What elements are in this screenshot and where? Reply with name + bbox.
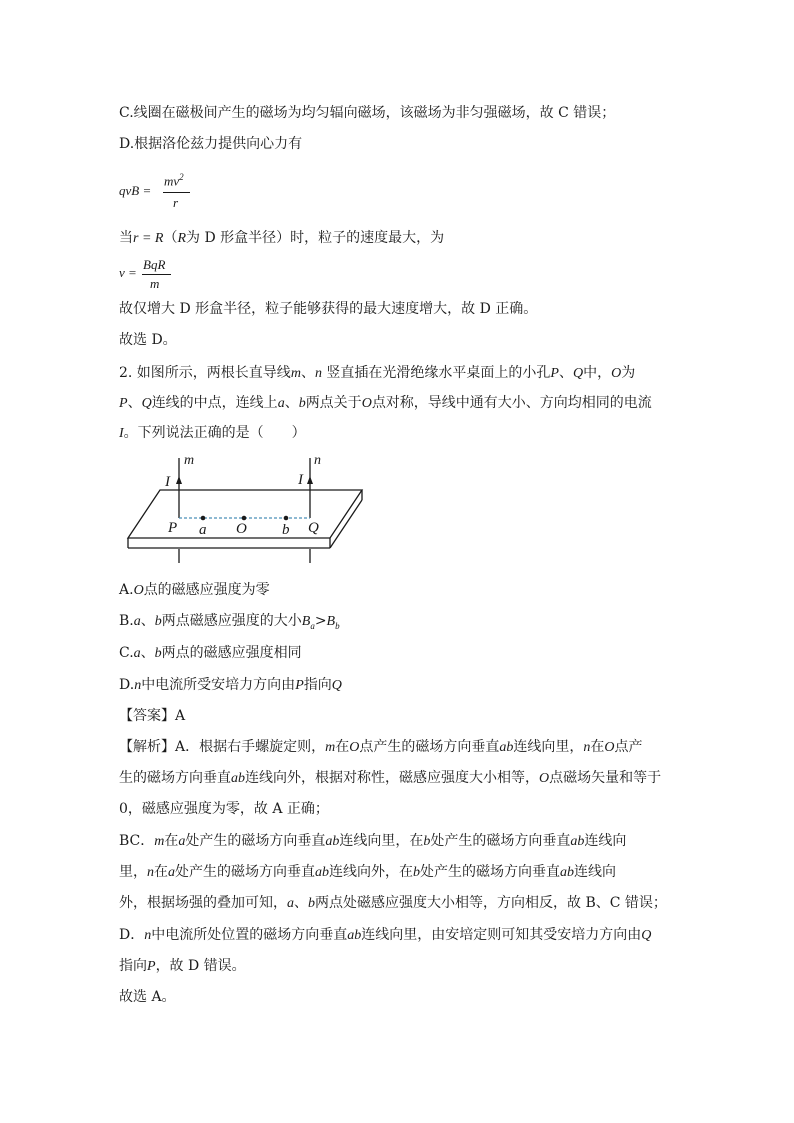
eq2-denominator: m [150, 276, 160, 291]
label-b: b [282, 522, 290, 538]
label-P: P [168, 520, 178, 536]
label-m: m [184, 453, 195, 468]
max-speed-condition: 当r = R（R为 D 形盒半径）时，粒子的速度最大，为 [119, 230, 445, 246]
eq1-denominator: r [173, 195, 179, 210]
wires-on-table-figure [120, 452, 370, 567]
label-Q: Q [308, 520, 319, 536]
analysis-line7: D．n中电流所处位置的磁场方向垂直ab连线向里，由安培定则可知其受安培力方向由Q [119, 927, 652, 943]
label-n: n [314, 453, 321, 468]
label-I-left: I [165, 474, 170, 490]
option-d: D.n中电流所受安培力方向由P指向Q [119, 677, 342, 693]
eq1-lhs: qvB = [119, 183, 152, 198]
answer-label: 【答案】A [119, 708, 186, 724]
choose-a: 故选 A。 [119, 989, 176, 1005]
option-c-explanation: C.线圈在磁极间产生的磁场为均匀辐向磁场，该磁场为非匀强磁场，故 C 错误； [119, 105, 616, 121]
label-a: a [199, 522, 207, 538]
eq2-fraction-bar [142, 274, 171, 275]
option-d-conclusion: 故仅增大 D 形盒半径，粒子能够获得的最大速度增大，故 D 正确。 [119, 301, 538, 317]
label-I-right: I [298, 472, 303, 488]
eq1-fraction-bar [163, 192, 190, 193]
question2-line3: I。下列说法正确的是（ ） [119, 425, 306, 441]
current-arrow-m [176, 476, 182, 484]
eq2-numerator: BqR [143, 257, 166, 272]
option-a: A.O点的磁感应强度为零 [119, 582, 270, 598]
point-b-dot [284, 516, 289, 521]
analysis-line5: 里，n在a处产生的磁场方向垂直ab连线向外，在b处产生的磁场方向垂直ab连线向 [119, 864, 616, 880]
analysis-line4: BC．m在a处产生的磁场方向垂直ab连线向里，在b处产生的磁场方向垂直ab连线向 [119, 833, 627, 849]
question2-line1: 2. 如图所示，两根长直导线m、n 竖直插在光滑绝缘水平桌面上的小孔P、Q中，O为 [119, 365, 636, 381]
analysis-line8: 指向P，故 D 错误。 [119, 958, 246, 974]
choose-d: 故选 D。 [119, 332, 177, 348]
eq1-numerator: $mv^2$ [164, 172, 184, 189]
analysis-line6: 外，根据场强的叠加可知，a、b两点处磁感应强度大小相等，方向相反，故 B、C 错误； [119, 895, 667, 911]
point-a-dot [201, 516, 206, 521]
analysis-line2: 生的磁场方向垂直ab连线向外，根据对称性，磁感应强度大小相等，O点磁场矢量和等于 [119, 770, 662, 786]
point-O-dot [242, 516, 247, 521]
eq2-lhs: v = [119, 265, 137, 280]
option-d-explanation: D.根据洛伦兹力提供向心力有 [119, 136, 303, 152]
current-arrow-n [307, 476, 313, 484]
label-O: O [236, 521, 247, 537]
question2-line2: P、Q连线的中点，连线上a、b两点关于O点对称，导线中通有大小、方向均相同的电流 [119, 395, 652, 411]
option-b: B.a、b两点磁感应强度的大小$B_a>B_b$ [119, 613, 340, 631]
analysis-line3: 0，磁感应强度为零，故 A 正确； [119, 801, 329, 817]
option-c: C.a、b两点的磁感应强度相同 [119, 645, 302, 661]
analysis-line1: 【解析】A．根据右手螺旋定则，m在O点产生的磁场方向垂直ab连线向里，n在O点产 [119, 739, 643, 755]
